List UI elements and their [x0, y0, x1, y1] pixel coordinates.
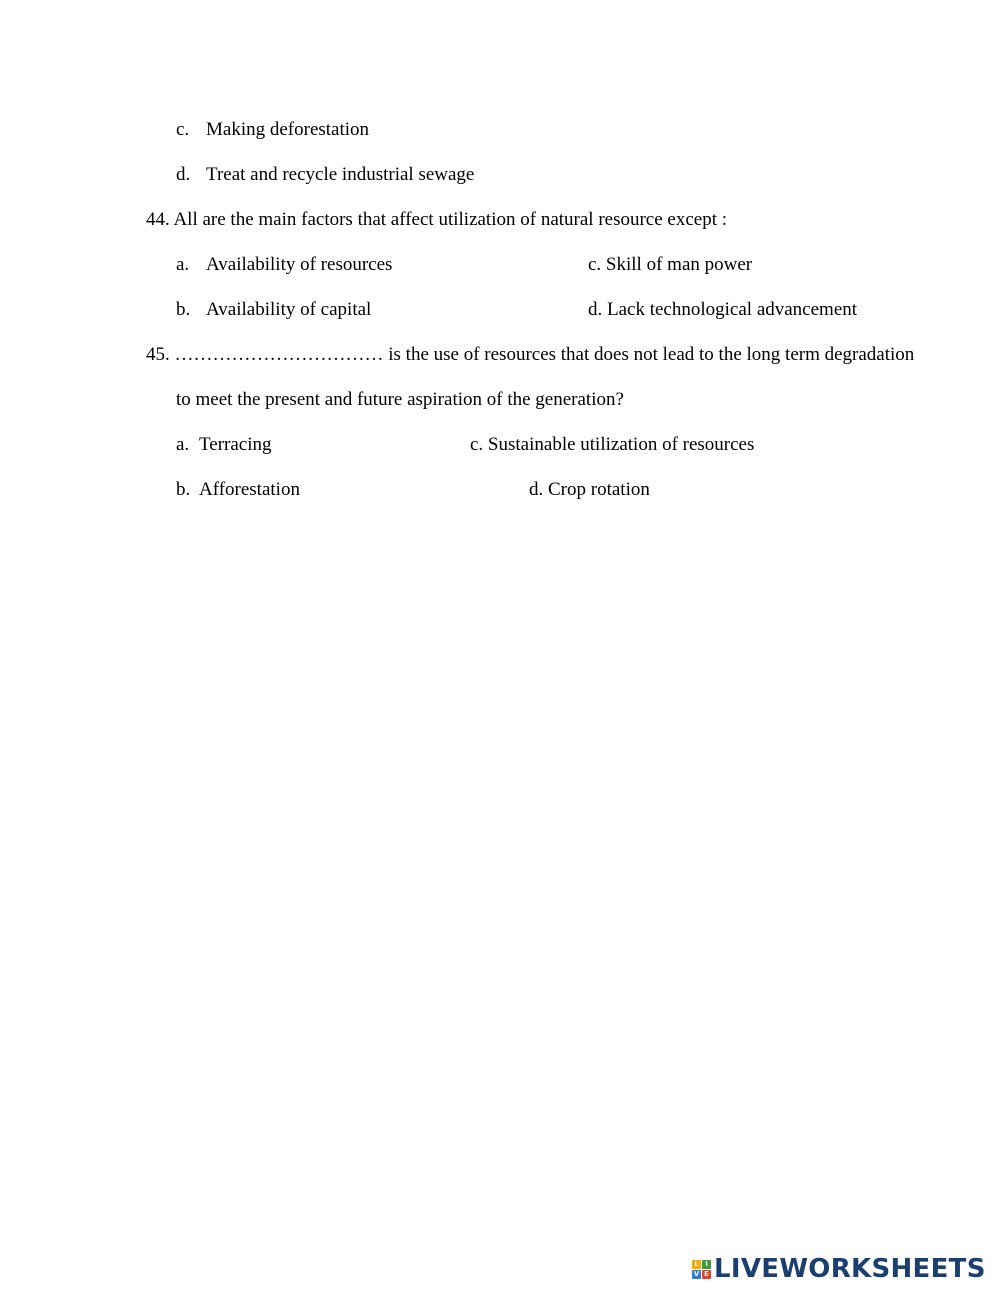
question-45-stem-line1: 45. …………………………… is the use of resources that does not lead to the long term degradation: [146, 344, 915, 365]
liveworksheets-logo: [692, 1253, 986, 1285]
logo-mark-letter: V: [693, 1269, 700, 1278]
q44-option-c: c. Skill of man power: [588, 254, 753, 275]
logo-mark-letter: L: [692, 1260, 701, 1269]
q44-option-d: d. Lack technological advancement: [588, 299, 858, 320]
logo-mark-icon: [692, 1260, 711, 1279]
q45-option-c: c. Sustainable utilization of resources: [470, 434, 755, 455]
logo-mark-letter: I: [702, 1260, 711, 1269]
q44-option-b: [176, 298, 371, 322]
question-44-stem: 44. All are the main factors that affect utilization of natural resource except :: [146, 209, 728, 230]
q45-option-d: d. Crop rotation: [529, 479, 650, 500]
logo-mark-letter: E: [702, 1270, 711, 1279]
option-letter: b.: [176, 299, 191, 320]
q45-option-b: [176, 478, 300, 502]
option-letter: d.: [176, 164, 191, 185]
question-45-stem-line2: to meet the present and future aspiration of the generation?: [176, 389, 624, 410]
option-text: Availability of resources: [206, 254, 393, 275]
option-text: Afforestation: [199, 479, 300, 500]
q44-option-a: [176, 253, 392, 277]
logo-text: LIVEWORKSHEETS: [714, 1254, 986, 1284]
option-d-recycle-sewage: [176, 163, 474, 187]
option-text: Making deforestation: [206, 119, 370, 140]
option-text: Terracing: [199, 434, 272, 455]
option-letter: a.: [176, 254, 190, 275]
option-text: Treat and recycle industrial sewage: [206, 164, 475, 185]
q45-option-a: [176, 433, 272, 457]
option-letter: b.: [176, 479, 191, 500]
option-text: Availability of capital: [206, 299, 372, 320]
option-letter: a.: [176, 434, 190, 455]
option-c-deforestation: [176, 118, 369, 142]
option-letter: c.: [176, 119, 190, 140]
